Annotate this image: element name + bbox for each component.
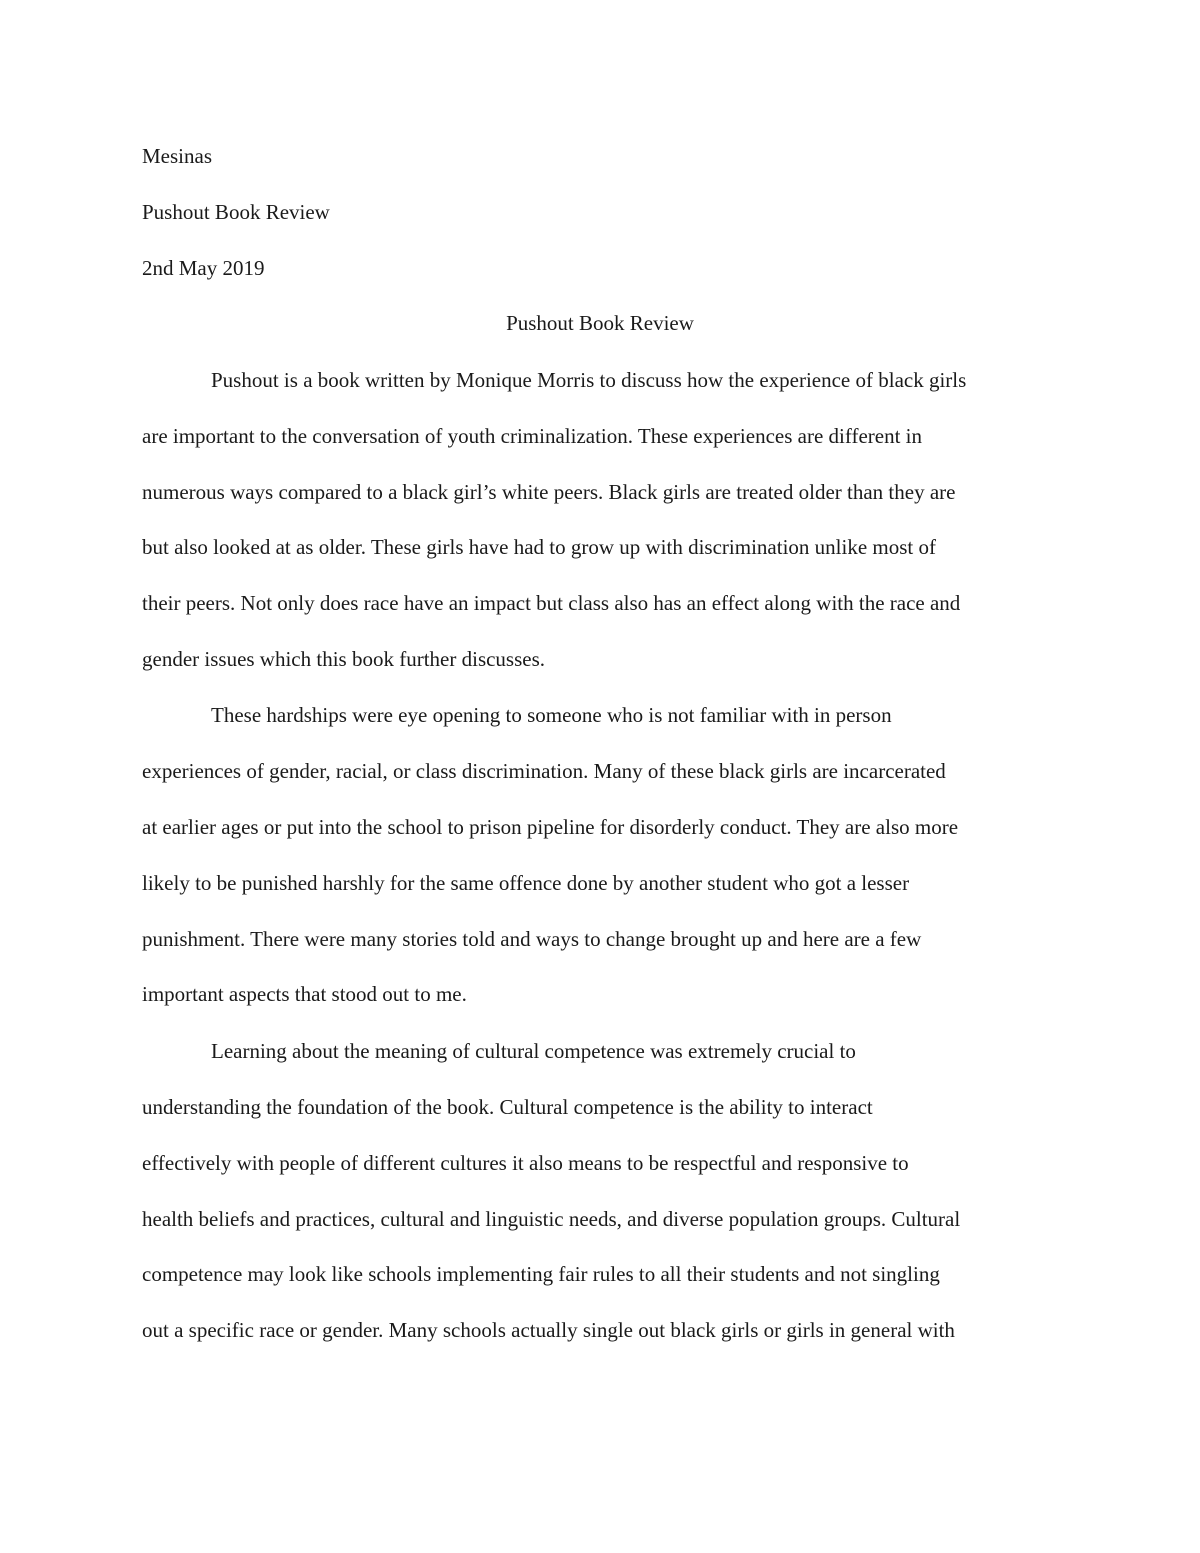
paragraph-line: health beliefs and practices, cultural and linguistic needs, and diverse population groups. Cultural	[142, 1207, 961, 1231]
paragraph-line: These hardships were eye opening to someone who is not familiar with in person	[211, 703, 892, 727]
author-name: Mesinas	[142, 144, 212, 168]
paragraph-line: Learning about the meaning of cultural competence was extremely crucial to	[211, 1039, 856, 1063]
paragraph-line: experiences of gender, racial, or class discrimination. Many of these black girls are incarcerated	[142, 759, 946, 783]
paragraph-line: Pushout is a book written by Monique Morris to discuss how the experience of black girls	[211, 368, 967, 392]
paragraph-line: their peers. Not only does race have an impact but class also has an effect along with the race and	[142, 591, 961, 615]
paragraph-line: understanding the foundation of the book. Cultural competence is the ability to interact	[142, 1095, 873, 1119]
paragraph-line: gender issues which this book further discusses.	[142, 647, 546, 671]
document-date: 2nd May 2019	[142, 256, 265, 280]
paragraph-line: important aspects that stood out to me.	[142, 982, 467, 1006]
paragraph-line: but also looked at as older. These girls have had to grow up with discrimination unlike most of	[142, 535, 936, 559]
course-title: Pushout Book Review	[142, 200, 330, 224]
paragraph-line: competence may look like schools implementing fair rules to all their students and not singling	[142, 1262, 940, 1286]
paragraph-line: are important to the conversation of youth criminalization. These experiences are different in	[142, 424, 923, 448]
paragraph-line: numerous ways compared to a black girl’s white peers. Black girls are treated older than they are	[142, 480, 956, 504]
paragraph-line: effectively with people of different cultures it also means to be respectful and responsive to	[142, 1151, 909, 1175]
paragraph-line: out a specific race or gender. Many schools actually single out black girls or girls in general with	[142, 1318, 955, 1342]
paragraph-line: punishment. There were many stories told and ways to change brought up and here are a few	[142, 927, 922, 951]
document-title: Pushout Book Review	[506, 311, 694, 335]
paragraph-line: likely to be punished harshly for the same offence done by another student who got a lesser	[142, 871, 910, 895]
paragraph-line: at earlier ages or put into the school to prison pipeline for disorderly conduct. They are also more	[142, 815, 959, 839]
